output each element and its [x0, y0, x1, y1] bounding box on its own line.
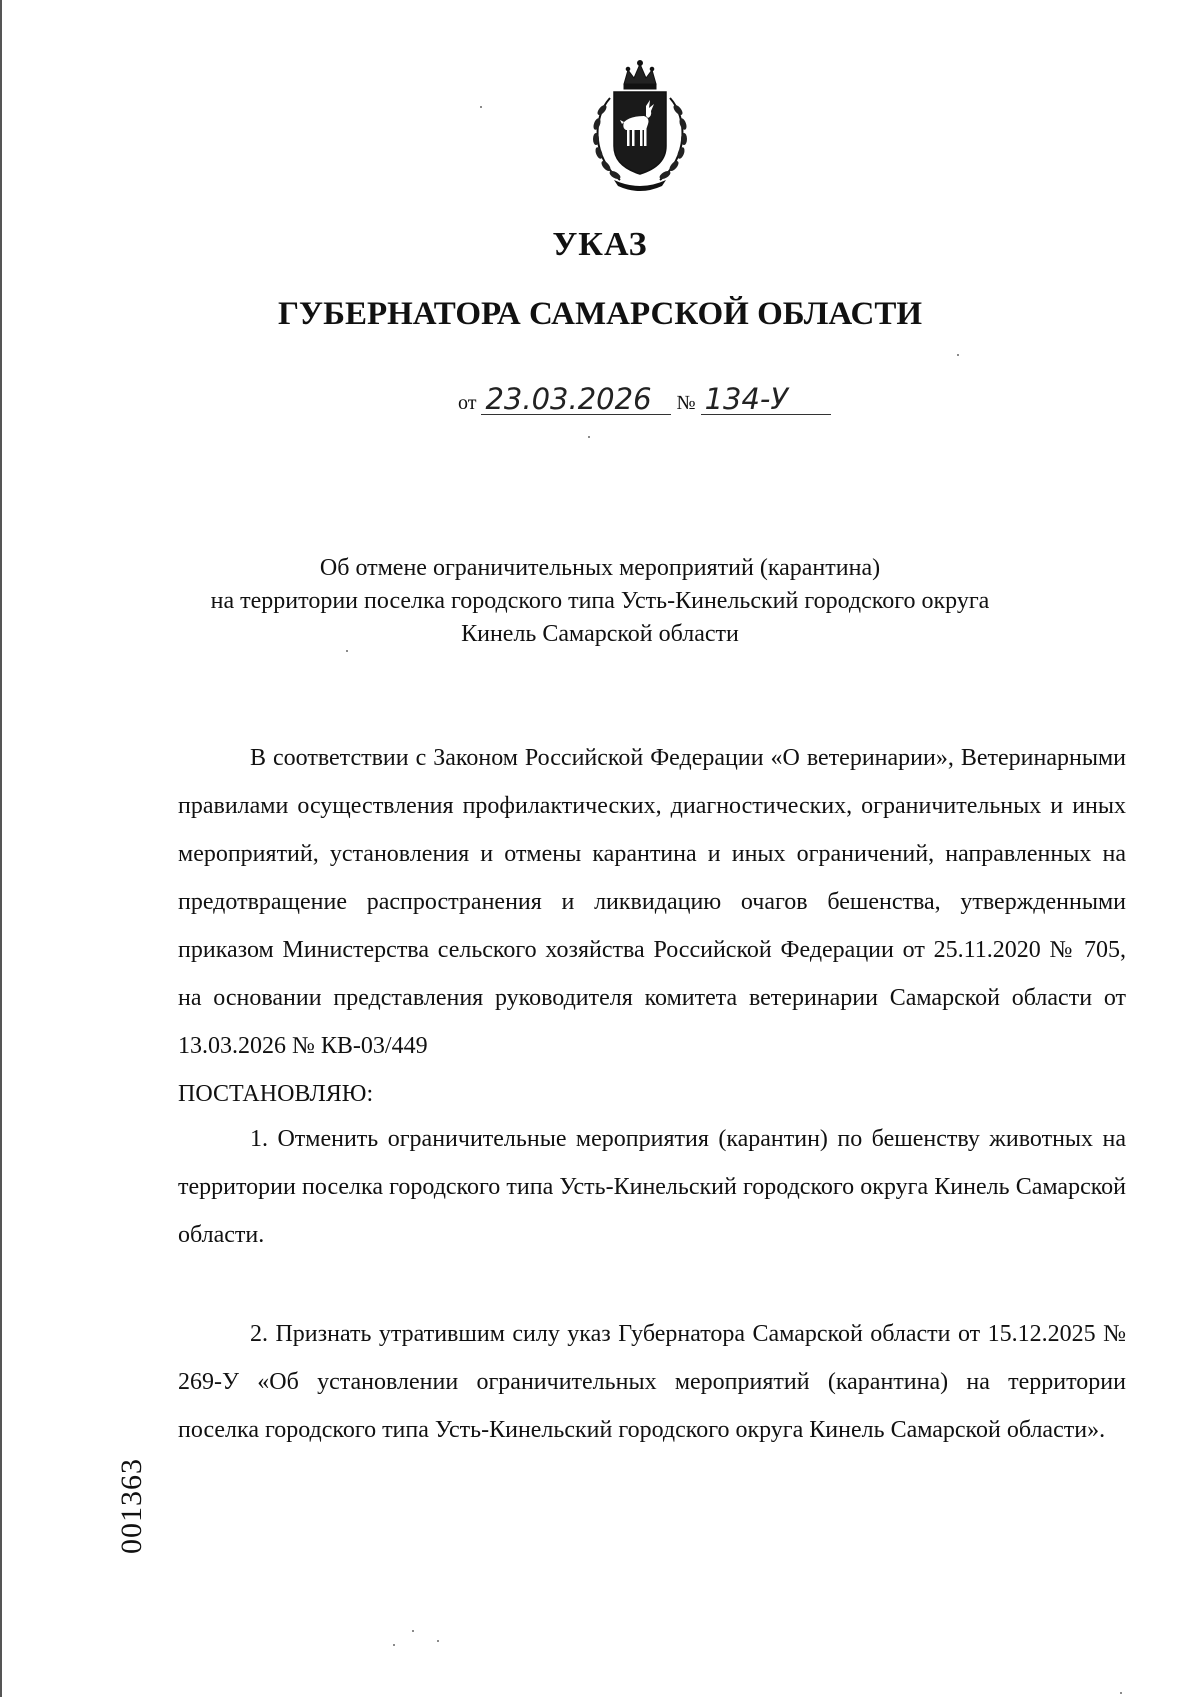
date-number-line [458, 384, 831, 415]
item-1-block [178, 1115, 1126, 1259]
document-issuer: ГУБЕРНАТОРА САМАРСКОЙ ОБЛАСТИ [277, 296, 923, 332]
decree-heading [150, 552, 1050, 651]
scan-speck [437, 1640, 439, 1642]
scan-speck [346, 650, 348, 652]
preamble-block [178, 734, 1126, 1118]
decree-word: ПОСТАНОВЛЯЮ: [178, 1081, 374, 1107]
scan-speck [1120, 1692, 1122, 1694]
handwritten-date: 23.03.2026 [481, 384, 671, 415]
number-label: № [676, 392, 696, 414]
scan-speck [412, 1630, 414, 1632]
decree-item-2: 2. Признать утратившим силу указ Губернатора Самарской области от 15.12.2025 № 269-У «Об установлении ограничительных мероприятий (карантина) на территории поселка городского типа Усть-Кинельский городского округа Кинель Самарской области». [178, 1321, 1126, 1443]
handwritten-number: 134-У [701, 384, 831, 415]
preamble-paragraph: В соответствии с Законом Российской Федерации «О ветеринарии», Ветеринарными правилами осуществления профилактических, диагностических, ограничительных и иных мероприятий, установления и отмены карантина и иных ограничений, направленных на предотвращение распространения и ликвидацию очагов бешенства, утвержденными приказом Министерства сельского хозяйства Российской Федерации от 25.11.2020 № 705, на основании представления руководителя комитета ветеринарии Самарской области от 13.03.2026 № КВ-03/449 [178, 745, 1126, 1059]
scan-speck [957, 354, 959, 356]
scan-speck [393, 1644, 395, 1646]
heading-line: на территории поселка городского типа Усть-Кинельский городского округа [210, 588, 990, 614]
side-stamp-number: 001363 [115, 1458, 148, 1554]
scan-speck [480, 106, 482, 108]
scan-speck [588, 436, 590, 438]
item-2-block [178, 1310, 1126, 1454]
decree-item-1: 1. Отменить ограничительные мероприятия (карантин) по бешенству животных на территории поселка городского типа Усть-Кинельский городского округа Кинель Самарской области. [178, 1126, 1126, 1248]
samara-coat-of-arms-icon [580, 58, 700, 194]
document-title: УКАЗ [552, 226, 648, 263]
heading-line: Кинель Самарской области [461, 621, 739, 647]
heading-line: Об отмене ограничительных мероприятий (карантина) [319, 555, 881, 581]
date-label: от [458, 392, 477, 414]
